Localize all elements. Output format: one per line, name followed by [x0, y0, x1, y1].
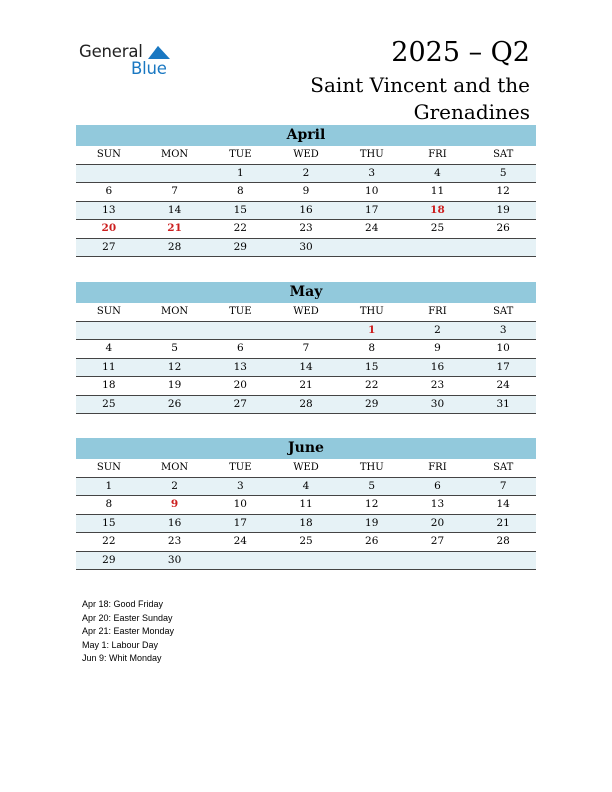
- weekday-label: THU: [359, 306, 384, 317]
- date-cell: 26: [496, 222, 510, 235]
- date-cell: 22: [365, 379, 379, 392]
- holiday-date-cell: 9: [170, 498, 179, 511]
- holiday-date-cell: 21: [167, 222, 182, 235]
- weekday-label: WED: [293, 306, 319, 317]
- weekday-label: SUN: [96, 306, 121, 317]
- week-row: [76, 220, 536, 238]
- date-cell: [405, 239, 471, 256]
- date-cell: 29: [365, 397, 379, 410]
- date-cell: 2: [434, 324, 441, 336]
- weeks: [76, 322, 536, 414]
- date-cell: 13: [430, 498, 445, 511]
- date-cell: 4: [105, 342, 113, 355]
- date-cell: [142, 165, 208, 182]
- date-cell: 17: [233, 516, 247, 529]
- week-row: [76, 533, 536, 551]
- date-cell: 4: [434, 167, 441, 179]
- weekday-label: FRI: [428, 462, 447, 473]
- date-cell: 16: [430, 360, 445, 373]
- date-cell: 21: [496, 516, 510, 529]
- weekday-header-row: [76, 146, 536, 165]
- date-cell: 8: [105, 498, 113, 511]
- date-cell: 26: [365, 535, 379, 548]
- month-title: [76, 125, 536, 146]
- date-cell: 10: [365, 185, 379, 198]
- date-cell: 27: [430, 535, 445, 548]
- date-cell: 7: [499, 480, 507, 492]
- date-cell: 24: [365, 222, 379, 235]
- date-cell: [273, 552, 339, 569]
- logo-blue-text: Blue: [131, 59, 167, 78]
- date-cell: 12: [496, 185, 510, 198]
- date-cell: 25: [299, 535, 313, 548]
- date-cell: 22: [233, 222, 247, 235]
- brand-logo: [79, 42, 179, 78]
- week-row: [76, 515, 536, 533]
- holiday-notes: [82, 598, 174, 666]
- date-cell: [470, 552, 536, 569]
- holiday-note: May 1: Labour Day: [82, 639, 159, 650]
- date-cell: 24: [496, 379, 510, 392]
- week-row: [76, 202, 536, 220]
- date-cell: [142, 322, 208, 339]
- date-cell: 8: [236, 185, 244, 198]
- date-cell: 28: [299, 397, 313, 410]
- date-cell: 24: [233, 535, 247, 548]
- weekday-label: THU: [359, 462, 384, 473]
- date-cell: 12: [167, 360, 182, 373]
- month-calendar-april: [76, 125, 536, 257]
- date-cell: 20: [233, 379, 247, 392]
- date-cell: 11: [299, 498, 313, 511]
- date-cell: 18: [299, 516, 313, 529]
- date-cell: 30: [167, 553, 182, 566]
- weekday-label: MON: [160, 306, 189, 317]
- date-cell: 26: [167, 397, 182, 410]
- date-cell: 10: [496, 342, 510, 355]
- date-cell: 1: [105, 480, 113, 492]
- date-cell: 19: [496, 203, 510, 216]
- date-cell: 29: [102, 553, 116, 566]
- date-cell: 19: [365, 516, 379, 529]
- logo-flag-icon: [148, 45, 170, 59]
- country-name: Saint Vincent and the Grenadines: [310, 73, 530, 124]
- date-cell: 8: [368, 342, 376, 355]
- date-cell: 5: [499, 167, 507, 179]
- weekday-label: SAT: [493, 306, 514, 317]
- month-name: April: [286, 127, 326, 143]
- logo-general-text: General: [79, 42, 143, 61]
- week-row: [76, 322, 536, 340]
- holiday-date-cell: 18: [430, 203, 445, 216]
- month-title: [76, 282, 536, 303]
- holiday-note: Apr 20: Easter Sunday: [82, 612, 173, 623]
- date-cell: 12: [365, 498, 379, 511]
- date-cell: 17: [496, 360, 510, 373]
- date-cell: 6: [105, 185, 113, 198]
- week-row: [76, 496, 536, 514]
- date-cell: [207, 552, 273, 569]
- weekday-label: FRI: [428, 306, 447, 317]
- holiday-date-cell: 1: [368, 324, 376, 336]
- date-cell: 30: [430, 397, 445, 410]
- holiday-date-cell: 20: [101, 222, 117, 235]
- week-row: [76, 183, 536, 201]
- weekday-header-row: [76, 459, 536, 478]
- holiday-note: Jun 9: Whit Monday: [82, 653, 162, 663]
- date-cell: 1: [236, 167, 244, 179]
- weekday-header-row: [76, 303, 536, 322]
- date-cell: 10: [233, 498, 247, 511]
- date-cell: 2: [171, 480, 178, 492]
- weekday-label: WED: [293, 149, 319, 160]
- date-cell: 3: [236, 480, 244, 492]
- month-name: May: [289, 284, 323, 300]
- date-cell: 7: [171, 185, 178, 198]
- weeks: [76, 165, 536, 257]
- date-cell: 13: [233, 360, 247, 373]
- date-cell: [273, 322, 339, 339]
- weekday-label: MON: [160, 149, 189, 160]
- date-cell: 28: [496, 535, 510, 548]
- date-cell: 6: [236, 342, 244, 355]
- page-title: 2025 – Q2: [391, 37, 530, 68]
- date-cell: 28: [167, 240, 182, 253]
- date-cell: 2: [302, 167, 310, 179]
- date-cell: 23: [299, 222, 313, 235]
- holiday-note: Apr 21: Easter Monday: [82, 626, 175, 636]
- date-cell: 13: [102, 203, 116, 216]
- weekday-label: SUN: [96, 149, 121, 160]
- date-cell: 31: [496, 397, 510, 410]
- week-row: [76, 340, 536, 358]
- month-title: [76, 438, 536, 459]
- month-calendar-may: [76, 282, 536, 414]
- date-cell: 7: [302, 342, 310, 355]
- date-cell: 23: [430, 379, 445, 392]
- date-cell: 4: [302, 480, 310, 492]
- weekday-label: SAT: [493, 149, 514, 160]
- date-cell: 22: [102, 535, 116, 548]
- weekday-label: FRI: [428, 149, 447, 160]
- date-cell: 19: [167, 379, 182, 392]
- date-cell: 15: [233, 203, 247, 216]
- date-cell: [339, 552, 405, 569]
- date-cell: [207, 322, 273, 339]
- week-row: [76, 377, 536, 395]
- date-cell: 3: [499, 324, 507, 336]
- date-cell: 15: [102, 516, 116, 529]
- date-cell: 20: [430, 516, 445, 529]
- date-cell: 30: [299, 240, 313, 253]
- week-row: [76, 359, 536, 377]
- date-cell: [76, 322, 142, 339]
- date-cell: 14: [167, 203, 182, 216]
- date-cell: 5: [171, 342, 178, 355]
- date-cell: 29: [233, 240, 247, 253]
- date-cell: 25: [430, 222, 445, 235]
- month-calendar-june: [76, 438, 536, 570]
- weekday-label: WED: [293, 462, 319, 473]
- date-cell: 27: [102, 240, 116, 253]
- date-cell: 16: [167, 516, 182, 529]
- date-cell: 3: [368, 167, 376, 179]
- date-cell: 5: [368, 480, 376, 492]
- weeks: [76, 478, 536, 570]
- date-cell: 11: [430, 185, 445, 198]
- week-row: [76, 552, 536, 570]
- weekday-label: TUE: [229, 306, 252, 317]
- date-cell: 16: [299, 203, 313, 216]
- date-cell: 23: [167, 535, 182, 548]
- weekday-label: TUE: [229, 462, 252, 473]
- date-cell: 14: [496, 498, 510, 511]
- month-name: June: [288, 440, 324, 456]
- date-cell: [405, 552, 471, 569]
- date-cell: 17: [365, 203, 379, 216]
- date-cell: [339, 239, 405, 256]
- weekday-label: SAT: [493, 462, 514, 473]
- date-cell: 9: [302, 185, 310, 198]
- date-cell: 15: [365, 360, 379, 373]
- date-cell: [76, 165, 142, 182]
- date-cell: 14: [299, 360, 313, 373]
- holiday-note: Apr 18: Good Friday: [82, 599, 164, 609]
- date-cell: 18: [102, 379, 116, 392]
- week-row: [76, 239, 536, 257]
- week-row: [76, 165, 536, 183]
- week-row: [76, 478, 536, 496]
- date-cell: [470, 239, 536, 256]
- date-cell: 27: [233, 397, 247, 410]
- weekday-label: MON: [160, 462, 189, 473]
- date-cell: 6: [434, 480, 441, 492]
- weekday-label: THU: [359, 149, 384, 160]
- week-row: [76, 396, 536, 414]
- date-cell: 11: [102, 360, 116, 373]
- weekday-label: SUN: [96, 462, 121, 473]
- date-cell: 21: [299, 379, 313, 392]
- date-cell: 9: [434, 342, 441, 355]
- weekday-label: TUE: [229, 149, 252, 160]
- date-cell: 25: [102, 397, 116, 410]
